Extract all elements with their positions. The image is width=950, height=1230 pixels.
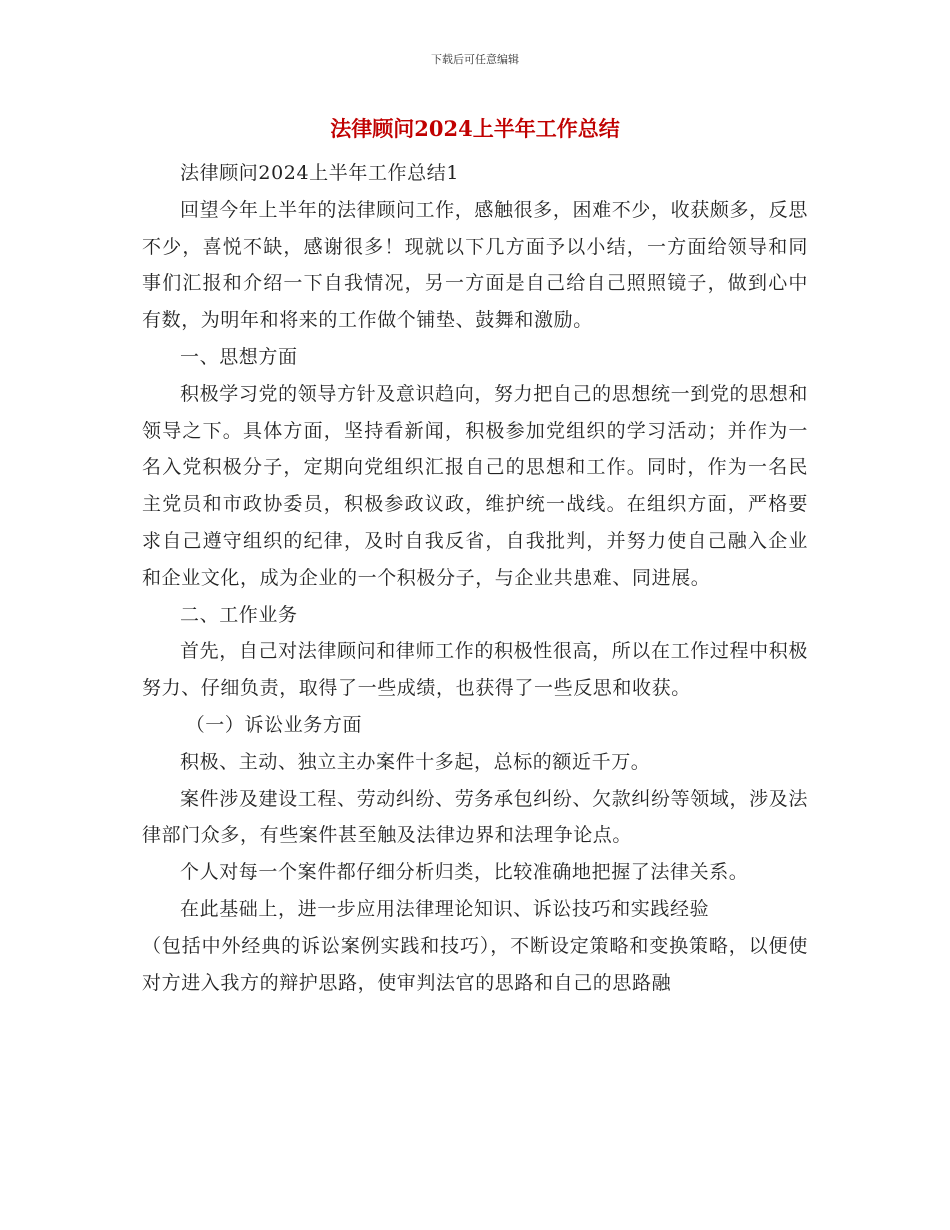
paragraph-basis: 在此基础上，进一步应用法律理论知识、诉讼技巧和实践经验 <box>180 897 710 920</box>
paragraph-cases: 积极、主动、独立主办案件十多起，总标的额近千万。 <box>180 750 651 773</box>
section-heading-thought: 一、思想方面 <box>180 345 298 368</box>
document-title: 法律顾问2024上半年工作总结 <box>330 116 620 141</box>
paragraph-intro: 回望今年上半年的法律顾问工作，感触很多，困难不少，收获颇多，反思不少，喜悦不缺，感谢很多！现就以下几方面予以小结，一方面给领导和同事们汇报和介绍一下自我情况，另一方面是自己给自己照照镜子，做到心中有数，为明年和将来的工作做个铺垫、鼓舞和激励。 <box>142 198 808 332</box>
header-note: 下载后可任意编辑 <box>431 53 519 66</box>
paragraph-strategy: （包括中外经典的诉讼案例实践和技巧），不断设定策略和变换策略，以便使对方进入我方的辩护思路，使审判法官的思路和自己的思路融 <box>142 934 808 994</box>
section-heading-work: 二、工作业务 <box>180 603 298 626</box>
paragraph-analysis: 个人对每一个案件都仔细分析归类，比较准确地把握了法律关系。 <box>180 861 749 884</box>
document-body <box>142 155 808 1001</box>
paragraph-subtitle: 法律顾问2024上半年工作总结1 <box>180 162 460 184</box>
paragraph-work: 首先，自己对法律顾问和律师工作的积极性很高，所以在工作过程中积极努力、仔细负责，取得了一些成绩，也获得了一些反思和收获。 <box>142 640 808 700</box>
paragraph-thought: 积极学习党的领导方针及意识趋向，努力把自己的思想统一到党的思想和领导之下。具体方面，坚持看新闻，积极参加党组织的学习活动；并作为一名入党积极分子，定期向党组织汇报自己的思想和工作。同时，作为一名民主党员和市政协委员，积极参政议政，维护统一战线。在组织方面，严格要求自己遵守组织的纪律，及时自我反省，自我批判，并努力使自己融入企业和企业文化，成为企业的一个积极分子，与企业共患难、同进展。 <box>142 382 808 589</box>
subsection-heading-litigation: （一）诉讼业务方面 <box>185 713 363 736</box>
paragraph-case-fields: 案件涉及建设工程、劳动纠纷、劳务承包纠纷、欠款纠纷等领域，涉及法律部门众多，有些案件甚至触及法律边界和法理争论点。 <box>142 787 808 847</box>
